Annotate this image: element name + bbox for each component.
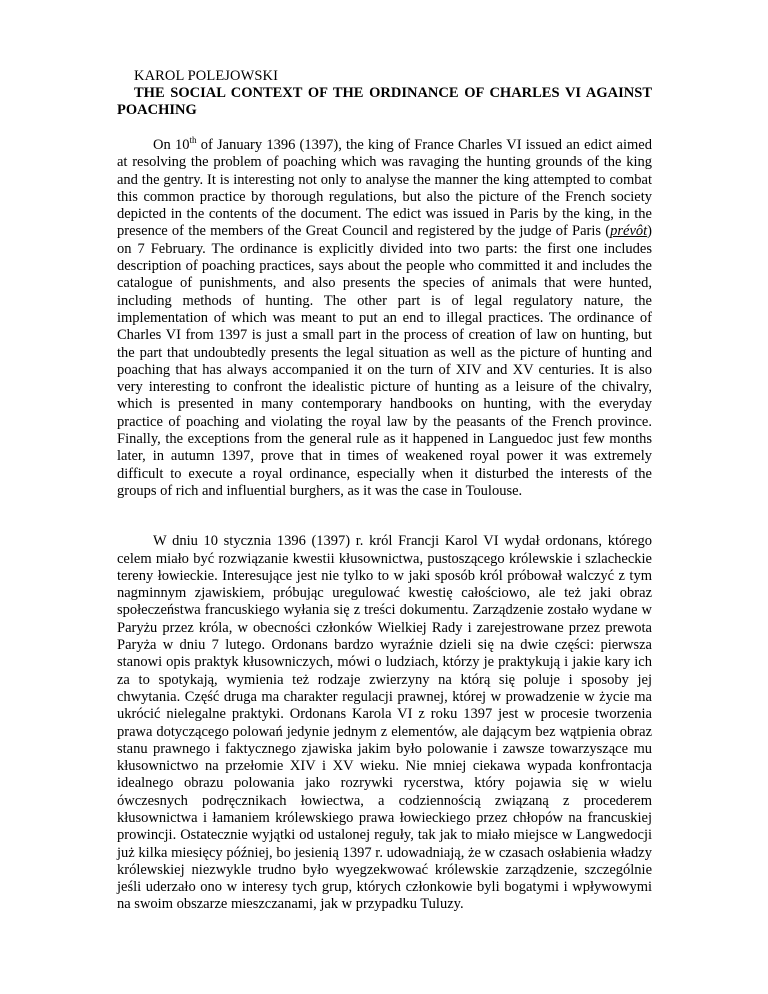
author-name: KAROL POLEJOWSKI: [134, 68, 279, 84]
abstract-polish: W dniu 10 stycznia 1396 (1397) r. król Francji Karol VI wydał ordonans, którego celem miało być rozwiązanie kwestii kłusownictwa, pustoszącego królewskie i szlacheckie tereny łowieckie. Interesujące jest nie tylko to w jaki sposób król próbował walczyć z tym nagminnym zjawiskiem, próbując uregulować kwestię całościowo, ale też jaki obraz społeczeństwa francuskiego wyłania się z treści dokumentu. Zarządzenie zostało wydane w Paryżu przez króla, w obecności członków Wielkiej Rady i zarejestrowane przez prewota Paryża w dniu 7 lutego. Ordonans bardzo wyraźnie dzieli się na dwie części: pierwsza stanowi opis praktyk kłusowniczych, mówi o ludziach, którzy je praktykują i jakie kary ich za to spotykają, wymienia też rodzaje zwierzyny na którą się poluje i sposoby jej chwytania. Część druga ma charakter regulacji prawnej, której w prowadzenie w życie ma ukrócić nielegalne praktyki. Ordonans Karola VI z roku 1397 jest w procesie tworzenia prawa dotyczącego polowań jedynie jednym z elementów, ale dającym bez wątpienia obraz stanu prawnego i faktycznego zjawiska jakim było polowanie i zawsze towarzyszące mu kłusownictwo na przełomie XIV i XV wieku. Nie mniej ciekawa wypada konfrontacja idealnego obrazu polowania jako rozrywki rycerstwa, który pojawia się w wielu ówczesnych podręcznikach łowiectwa, a codziennością związaną z procederem kłusownictwa i łamaniem królewskiego prawa łowieckiego przez chłopów na francuskiej prowincji. Ostatecznie wyjątki od ustalonej reguły, tak jak to miało miejsce w Langwedocji już kilka miesięcy później, bo jesienią 1397 r. udowadniają, że w czasach osłabienia władzy królewskiej niezwykle trudno było wyegzekwować królewskie zarządzenie, szczególnie jeśli uderzało ono w interesy tych grup, których członkowie byli bogatymi i wpływowymi na swoim obszarze mieszczanami, jak w przypadku Tuluzy.: [117, 533, 652, 913]
ordinal-suffix: th: [189, 135, 197, 146]
document-page: [117, 68, 652, 914]
term-prevot: prévôt: [610, 223, 648, 240]
abstract-english: [117, 137, 652, 500]
abstract-english-text-3: ) on 7 February. The ordinance is explicitly divided into two parts: the first one includes description of poaching practices, says about the people who committed it and includes the catalogue of punishments, and also presents the species of animals that were hunted, including methods of hunting. The other part is of legal regulatory nature, the implementation of which was meant to put an end to illegal practices. The ordinance of Charles VI from 1397 is just a small part in the process of creation of law on hunting, but the part that undoubtedly presents the legal situation as well as the picture of hunting and poaching that has always accompanied it on the turn of XIV and XV centuries. It is also very interesting to confront the idealistic picture of hunting as a leisure of the chivalry, which is presented in many contemporary handbooks on hunting, with the everyday practice of poaching and violating the royal law by the peasants of the French province. Finally, the exceptions from the general rule as it happened in Languedoc just few months later, in autumn 1397, prove that in times of weakened royal power it was extremely difficult to execute a royal ordinance, especially when it disturbed the interests of the groups of rich and influential burghers, as it was the case in Toulouse.: [117, 223, 652, 499]
abstract-english-text-1: On 10: [153, 137, 190, 153]
article-title: THE SOCIAL CONTEXT OF THE ORDINANCE OF CHARLES VI AGAINST POACHING: [117, 85, 652, 118]
abstract-english-text-2: of January 1396 (1397), the king of France Charles VI issued an edict aimed at resolving the problem of poaching which was ravaging the hunting grounds of the king and the gentry. It is interesting not only to analyse the manner the king attempted to combat this common practice by thorough regulations, but also the picture of the French society depicted in the contents of the document. The edict was issued in Paris by the king, in the presence of the members of the Great Council and registered by the judge of Paris (: [117, 137, 652, 240]
